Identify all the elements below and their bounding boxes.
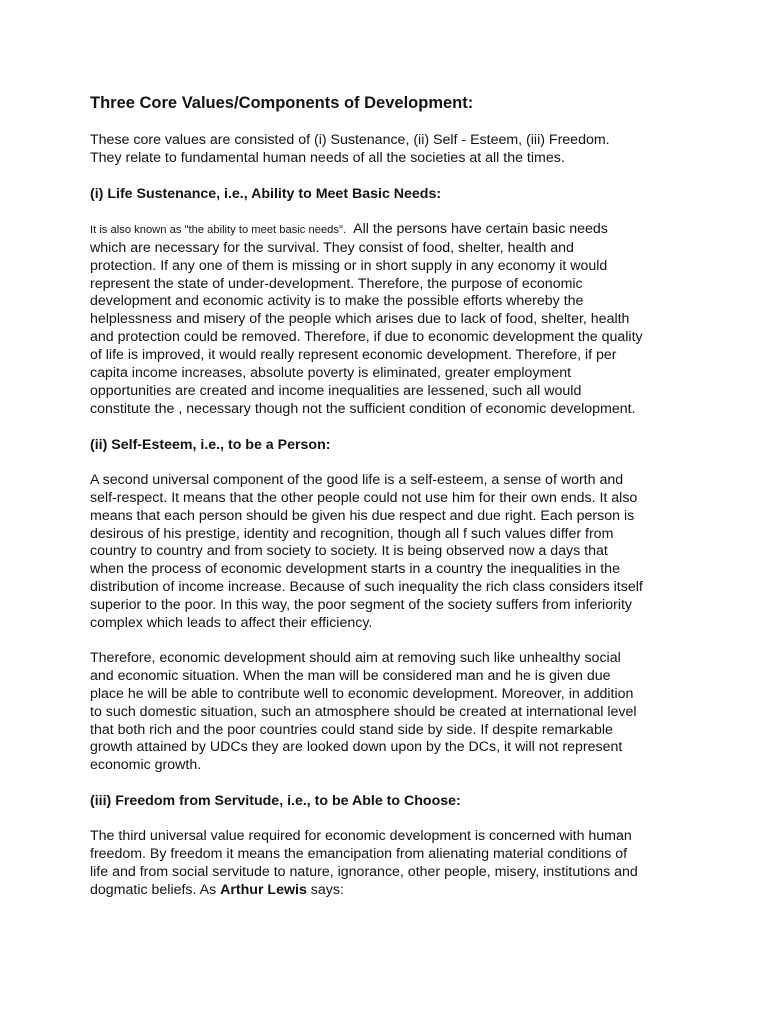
self-esteem-paragraph-2 — [90, 650, 690, 775]
last-line-suffix: says: — [306, 882, 344, 898]
paragraph-line: country to country and from society to society. It is being observed now a days that — [90, 543, 608, 560]
paragraph-line: self-respect. It means that the other people could not use him for their own ends. It also — [90, 489, 638, 506]
paragraph-line: that both rich and the poor countries could stand side by side. If despite remarkable — [90, 721, 613, 738]
paragraph-line: distribution of income increase. Because of such inequality the rich class considers itself — [90, 579, 643, 596]
paragraph-line: of life is improved, it would really represent economic development. Therefore, if per — [90, 347, 617, 364]
paragraph-line — [90, 882, 690, 900]
author-name: Arthur Lewis — [220, 882, 307, 898]
paragraph-line: to such domestic situation, such an atmosphere should be created at international level — [90, 703, 637, 720]
document-title: Three Core Values/Components of Development: — [90, 94, 474, 112]
paragraph-line: means that each person should be given his due respect and due right. Each person is — [90, 507, 635, 524]
paragraph-line: freedom. By freedom it means the emancipation from alienating material conditions of — [90, 846, 628, 863]
paragraph-line: helplessness and misery of the people which arises due to lack of food, shelter, health — [90, 311, 630, 328]
paragraph-line: and economic situation. When the man will be considered man and he is given due — [90, 667, 611, 684]
paragraph-line: desirous of his prestige, identity and recognition, though all f such values differ from — [90, 525, 614, 542]
paragraph-line: growth attained by UDCs they are looked down upon by the DCs, it will not represent — [90, 739, 623, 756]
paragraph-line: constitute the , necessary though not the sufficient condition of economic development. — [90, 400, 636, 417]
section-heading-sustenance: (i) Life Sustenance, i.e., Ability to Meet Basic Needs: — [90, 185, 442, 202]
paragraph-line: development and economic activity is to make the possible efforts whereby the — [90, 293, 584, 310]
paragraph-line: economic growth. — [90, 757, 202, 774]
section-heading-self-esteem: (ii) Self-Esteem, i.e., to be a Person: — [90, 436, 331, 453]
paragraph-line: capita income increases, absolute poverty is eliminated, greater employment — [90, 365, 572, 382]
small-lead-text: It is also known as "the ability to meet basic needs". — [90, 223, 347, 236]
paragraph-line: The third universal value required for economic development is concerned with human — [90, 828, 632, 845]
paragraph-line: Therefore, economic development should aim at removing such like unhealthy social — [90, 649, 621, 666]
paragraph-line: opportunities are created and income inequalities are lessened, such all would — [90, 382, 582, 399]
paragraph-line: and protection could be removed. Therefore, if due to economic development the quality — [90, 329, 643, 346]
intro-paragraph — [90, 132, 690, 168]
paragraph-line: superior to the poor. In this way, the poor segment of the society suffers from inferiority — [90, 597, 633, 614]
paragraph-line: which are necessary for the survival. They consist of food, shelter, health and — [90, 239, 574, 256]
paragraph-line: life and from social servitude to nature, ignorance, other people, misery, institutions and — [90, 864, 638, 881]
paragraph-line: complex which leads to affect their efficiency. — [90, 615, 373, 632]
intro-line: These core values are consisted of (i) Sustenance, (ii) Self - Esteem, (iii) Freedom. — [90, 132, 610, 148]
lead-rest-text: All the persons have certain basic needs — [346, 220, 608, 237]
paragraph-line: represent the state of under-development. Therefore, the purpose of economic — [90, 275, 583, 292]
intro-line: They relate to fundamental human needs of all the societies at all the times. — [90, 149, 565, 166]
paragraph-line — [90, 221, 690, 240]
freedom-paragraph — [90, 828, 690, 900]
document-page — [90, 92, 690, 900]
paragraph-line: A second universal component of the good life is a self-esteem, a sense of worth and — [90, 471, 624, 488]
sustenance-paragraph — [90, 221, 690, 419]
paragraph-line: when the process of economic development starts in a country the inequalities in the — [90, 561, 620, 578]
paragraph-line: place he will be able to contribute well to economic development. Moreover, in addition — [90, 685, 634, 702]
last-line-prefix: dogmatic beliefs. As — [90, 882, 221, 898]
section-heading-freedom: (iii) Freedom from Servitude, i.e., to be Able to Choose: — [90, 793, 461, 810]
self-esteem-paragraph-1 — [90, 472, 690, 633]
paragraph-line: protection. If any one of them is missing or in short supply in any economy it would — [90, 257, 608, 274]
